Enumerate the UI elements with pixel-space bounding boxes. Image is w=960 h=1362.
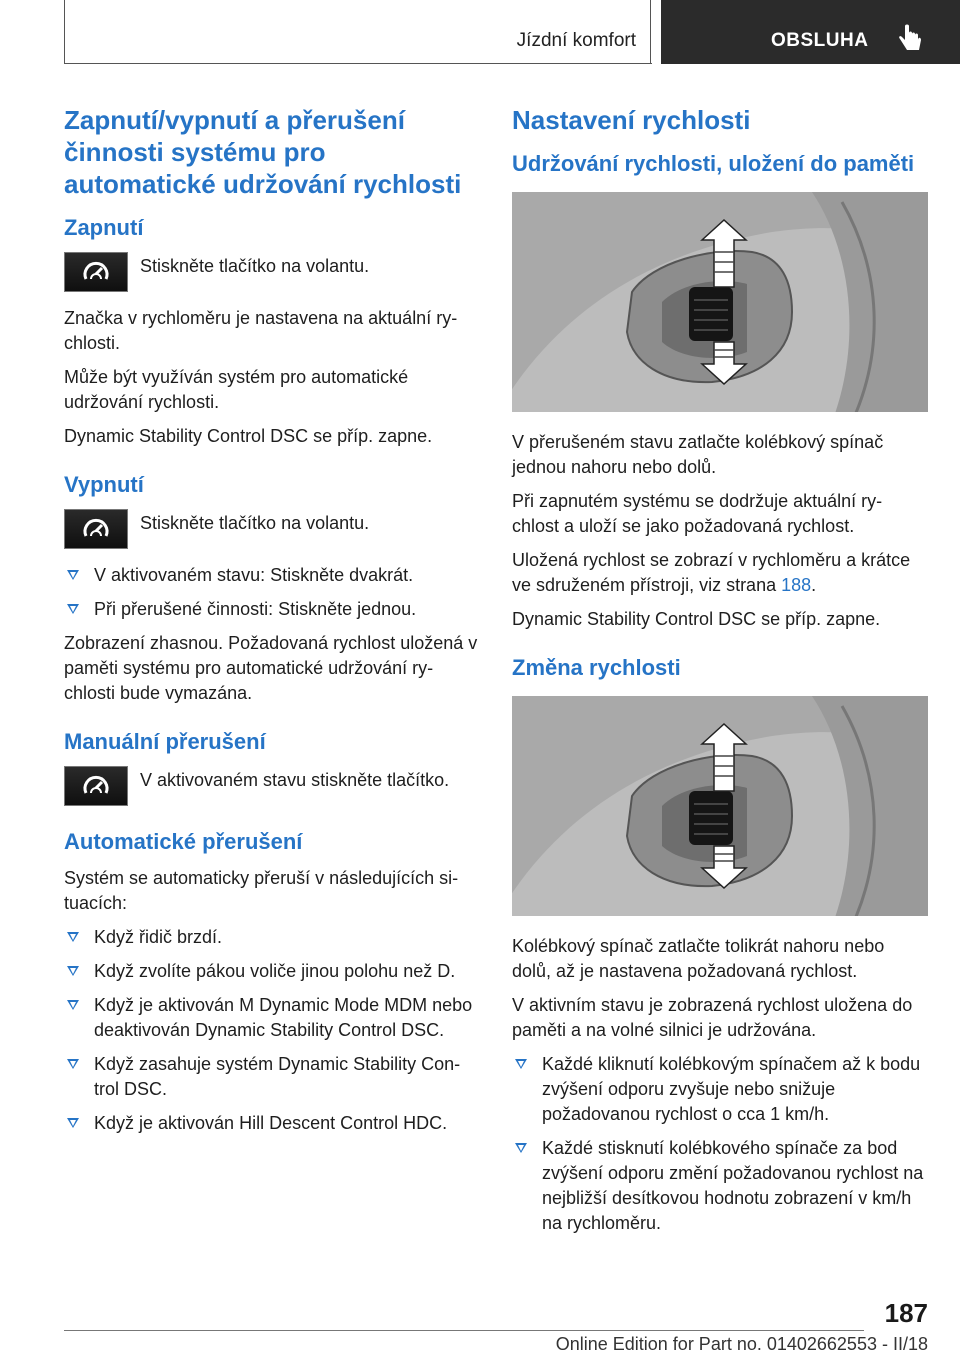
header-section-title: Jízdní komfort [516, 30, 636, 51]
steering-wheel-rocker-switch-image [512, 192, 928, 412]
paragraph: Dynamic Stability Control DSC se příp. zapne. [64, 426, 433, 446]
paragraph: Může být využíván systém pro automatické udržování rychlosti. [64, 367, 409, 412]
footer-edition: Online Edition for Part no. 01402662553 - II/18 [555, 1334, 928, 1354]
hand-pointer-icon [897, 24, 923, 54]
list-item: Při přerušené činnosti: Stiskněte jednou. [64, 597, 482, 622]
paragraph: Kolébkový spínač zatlačte tolikrát nahoru nebo dolů, až je nastavena požadovaná rychlost. [512, 936, 885, 981]
paragraph: Systém se automaticky přeruší v následujících si-tuacích: [64, 868, 459, 913]
list-item: Když je aktivován Hill Descent Control HDC. [64, 1111, 482, 1136]
footer-divider [64, 1330, 864, 1331]
paragraph: Značka v rychloměru je nastavena na aktuální ry-chlosti. [64, 308, 458, 353]
paragraph-with-reference: Uložená rychlost se zobrazí v rychloměru a krátce ve sdruženém přístroji, viz strana 188. [512, 550, 911, 595]
heading-on: Zapnutí [64, 215, 144, 240]
triangle-bullet-icon [515, 1059, 527, 1069]
heading-off: Vypnutí [64, 472, 144, 497]
heading-change: Změna rychlosti [512, 655, 681, 680]
right-column [512, 104, 928, 1245]
list-item: Každé kliknutí kolébkovým spínačem až k bodu zvýšení odporu zvyšuje nebo snižuje požadovanou rychlost o cca 1 km/h. [512, 1052, 928, 1127]
cruise-control-button-image [64, 766, 128, 806]
list-item: Když řidič brzdí. [64, 925, 482, 950]
list-item: Když je aktivován M Dynamic Mode MDM nebo deaktivován Dynamic Stability Control DSC. [64, 993, 482, 1043]
button-instruction-text: Stiskněte tlačítko na volantu. [140, 513, 370, 533]
button-instruction-off [64, 509, 482, 549]
triangle-bullet-icon [67, 966, 79, 976]
triangle-bullet-icon [515, 1143, 527, 1153]
speedometer-icon [81, 259, 111, 285]
paragraph: Zobrazení zhasnou. Požadovaná rychlost uložená v paměti systému pro automatické udržování ry-chlosti bude vymazána. [64, 633, 478, 703]
chapter-label: OBSLUHA [771, 30, 869, 51]
list-change [512, 1052, 928, 1236]
triangle-bullet-icon [67, 932, 79, 942]
button-instruction-text: Stiskněte tlačítko na volantu. [140, 256, 370, 276]
heading-store: Udržování rychlosti, uložení do paměti [512, 151, 915, 176]
page-reference-link[interactable]: 188 [781, 575, 812, 595]
steering-wheel-rocker-switch-image [512, 696, 928, 916]
list-item: V aktivovaném stavu: Stiskněte dvakrát. [64, 563, 482, 588]
header-divider-left [64, 0, 65, 64]
section-title-cruise-toggle: Zapnutí/vypnutí a přerušení činnosti systému pro automatické udržování rychlosti [64, 105, 462, 199]
button-instruction-on [64, 252, 482, 292]
header-chapter-tab[interactable] [661, 0, 960, 64]
button-instruction-manual [64, 766, 482, 806]
triangle-bullet-icon [67, 1059, 79, 1069]
triangle-bullet-icon [67, 604, 79, 614]
speedometer-icon [81, 773, 111, 799]
speedometer-icon [81, 516, 111, 542]
heading-auto: Automatické přerušení [64, 829, 303, 854]
list-item: Když zasahuje systém Dynamic Stability Con-trol DSC. [64, 1052, 482, 1102]
page-number: 187 [884, 1298, 928, 1328]
paragraph: Dynamic Stability Control DSC se příp. zapne. [512, 609, 881, 629]
header-divider-mid [650, 0, 651, 64]
list-off [64, 563, 482, 622]
paragraph: Při zapnutém systému se dodržuje aktuální ry-chlost a uloží se jako požadovaná rychlost. [512, 491, 883, 536]
section-title-speed-setting: Nastavení rychlosti [512, 105, 751, 135]
triangle-bullet-icon [67, 1118, 79, 1128]
button-instruction-text: V aktivovaném stavu stiskněte tlačítko. [140, 770, 450, 790]
cruise-control-button-image [64, 252, 128, 292]
triangle-bullet-icon [67, 570, 79, 580]
list-item: Když zvolíte pákou voliče jinou polohu než D. [64, 959, 482, 984]
paragraph: V přerušeném stavu zatlačte kolébkový spínač jednou nahoru nebo dolů. [512, 432, 884, 477]
paragraph: V aktivním stavu je zobrazená rychlost uložena do paměti a na volné silnici je udržována. [512, 995, 913, 1040]
heading-manual: Manuální přerušení [64, 729, 266, 754]
triangle-bullet-icon [67, 1000, 79, 1010]
cruise-control-button-image [64, 509, 128, 549]
list-item: Každé stisknutí kolébkového spínače za bod zvýšení odporu změní požadovanou rychlost na nejbližší desítkovou hodnotu zobrazení v km/h na rychloměru. [512, 1136, 928, 1236]
list-auto [64, 925, 482, 1136]
header-divider-bottom [64, 63, 652, 64]
left-column [64, 104, 482, 1145]
